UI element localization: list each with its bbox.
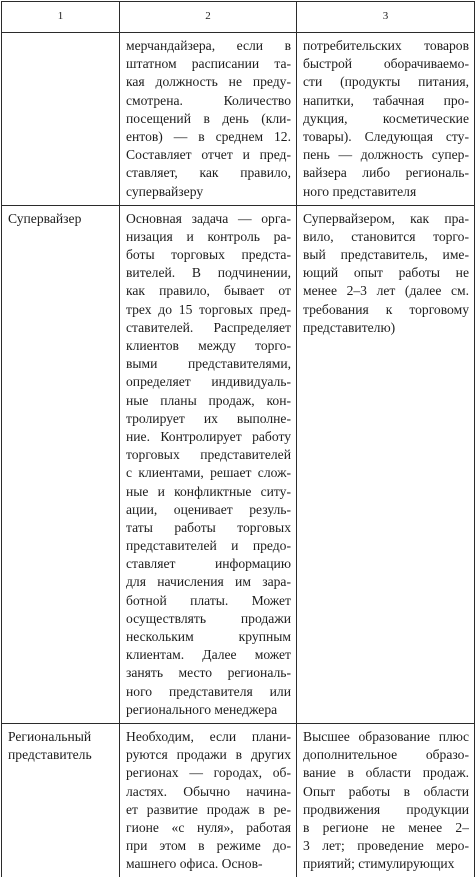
requirements-cell (297, 205, 475, 723)
text-line: вило, становится торго- (303, 228, 469, 244)
text-line: ации, оценивает резуль- (126, 501, 291, 517)
role-cell (2, 723, 120, 877)
text-line: менее 2–3 лет (далее см. (303, 283, 469, 299)
table-row (2, 205, 475, 723)
column-number-2: 2 (120, 2, 297, 33)
text-line: представитель (8, 747, 92, 763)
text-line: мерчандайзера, если в (126, 38, 291, 53)
column-number-1: 1 (2, 2, 120, 33)
text-line: сти (продукты питания, (303, 74, 469, 90)
text-line: напитки, табачная про- (303, 92, 469, 108)
text-line: кая должность не преду- (126, 74, 291, 90)
requirements-cell (297, 723, 475, 877)
text-line: ставляет, как правило, (126, 165, 291, 181)
text-line: приятий; стимулирующих (303, 856, 455, 872)
column-number-3: 3 (297, 2, 475, 33)
table-header-row (2, 2, 475, 33)
text-line: выми представителями, (126, 356, 291, 372)
text-line: требования к торговому (303, 301, 469, 317)
text-line: в регионе не менее 2– (303, 819, 469, 835)
text-line: смотрена. Количество (126, 92, 291, 108)
text-line: Высшее образование плюс (303, 728, 469, 744)
text-line: ные планы продаж, кон- (126, 392, 291, 408)
text-line: с клиентами, решает слож- (126, 465, 291, 481)
text-line: посещений в день (кли- (126, 110, 291, 126)
text-line: нескольким крупным (126, 629, 291, 645)
document-page (1, 1, 475, 872)
text-line: вание в области продаж. (303, 765, 469, 781)
text-line: супервайзеру (126, 183, 204, 199)
text-line: для начисления им зара- (126, 574, 291, 590)
text-line: продвижения продукции (303, 801, 469, 817)
text-line: представителю) (303, 319, 396, 335)
text-line: определяет индивидуаль- (126, 374, 291, 390)
text-line: 3 лет; проведение меро- (303, 838, 469, 854)
text-line: ные и конфликтные ситу- (126, 483, 291, 499)
text-line: машнего офиса. Основ- (126, 856, 263, 872)
text-line: гионе «с нуля», работая (126, 819, 291, 835)
text-line: вый представитель, име- (303, 247, 469, 263)
text-line: ющий опыт работы не (303, 265, 469, 281)
text-line: таты работы торговых (126, 519, 291, 535)
requirements-cell (297, 33, 475, 206)
text-line: осуществлять продажи (126, 610, 291, 626)
text-line: регионах — городах, об- (126, 765, 291, 781)
text-line: ного представителя или (126, 683, 291, 699)
text-line: вителей. В подчинении, (126, 265, 291, 281)
text-line: Супервайзером, как пра- (303, 210, 469, 226)
text-line: ставителей. Распределяет (126, 319, 291, 335)
text-line: ет развитие продаж в ре- (126, 801, 291, 817)
positions-table (1, 1, 475, 877)
text-line: ние. Контролирует работу (126, 428, 291, 444)
text-line: Необходим, если плани- (126, 728, 291, 744)
role-cell (2, 33, 120, 206)
text-line: регионального менеджера (126, 701, 278, 717)
text-line: занять место региональ- (126, 665, 291, 681)
text-line: ного представителя (303, 183, 417, 199)
text-line: торговых представителей (126, 447, 291, 463)
description-cell (120, 723, 297, 877)
text-line: ботной платы. Может (126, 592, 291, 608)
text-line: ставляет информацию (126, 556, 291, 572)
text-line: дукция, косметические (303, 110, 469, 126)
text-line: при этом в режиме до- (126, 838, 291, 854)
text-line: потребительских товаров (303, 38, 469, 53)
text-line: Составляет отчет и пред- (126, 147, 291, 163)
text-line: боты торговых предста- (126, 247, 291, 263)
table-row (2, 723, 475, 877)
text-line: трех до 15 торговых пред- (126, 301, 291, 317)
text-line: тролирует их выполне- (126, 410, 291, 426)
text-line: быстрой оборачиваемо- (303, 56, 469, 72)
text-line: дополнительное образо- (303, 747, 469, 763)
text-line: Основная задача — орга- (126, 210, 291, 226)
role-cell: Супервайзер (2, 205, 120, 723)
description-cell (120, 205, 297, 723)
text-line: клиентов между торго- (126, 338, 291, 354)
text-line: представителей и предо- (126, 538, 291, 554)
text-line: товары). Следующая сту- (303, 128, 469, 144)
table-row (2, 33, 475, 206)
description-cell (120, 33, 297, 206)
text-line: низация и контроль ра- (126, 228, 291, 244)
text-line: вайзера либо региональ- (303, 165, 469, 181)
text-line: ентов) — в среднем 12. (126, 128, 291, 144)
text-line: Региональный (8, 728, 92, 744)
text-line: штатном расписании та- (126, 56, 291, 72)
text-line: ластях. Обычно начина- (126, 783, 291, 799)
text-line: клиентам. Далее может (126, 647, 291, 663)
text-line: руются продажи в других (126, 747, 291, 763)
text-line: пень — должность супер- (303, 147, 469, 163)
text-line: Опыт работы в области (303, 783, 469, 799)
text-line: как правило, бывает от (126, 283, 291, 299)
